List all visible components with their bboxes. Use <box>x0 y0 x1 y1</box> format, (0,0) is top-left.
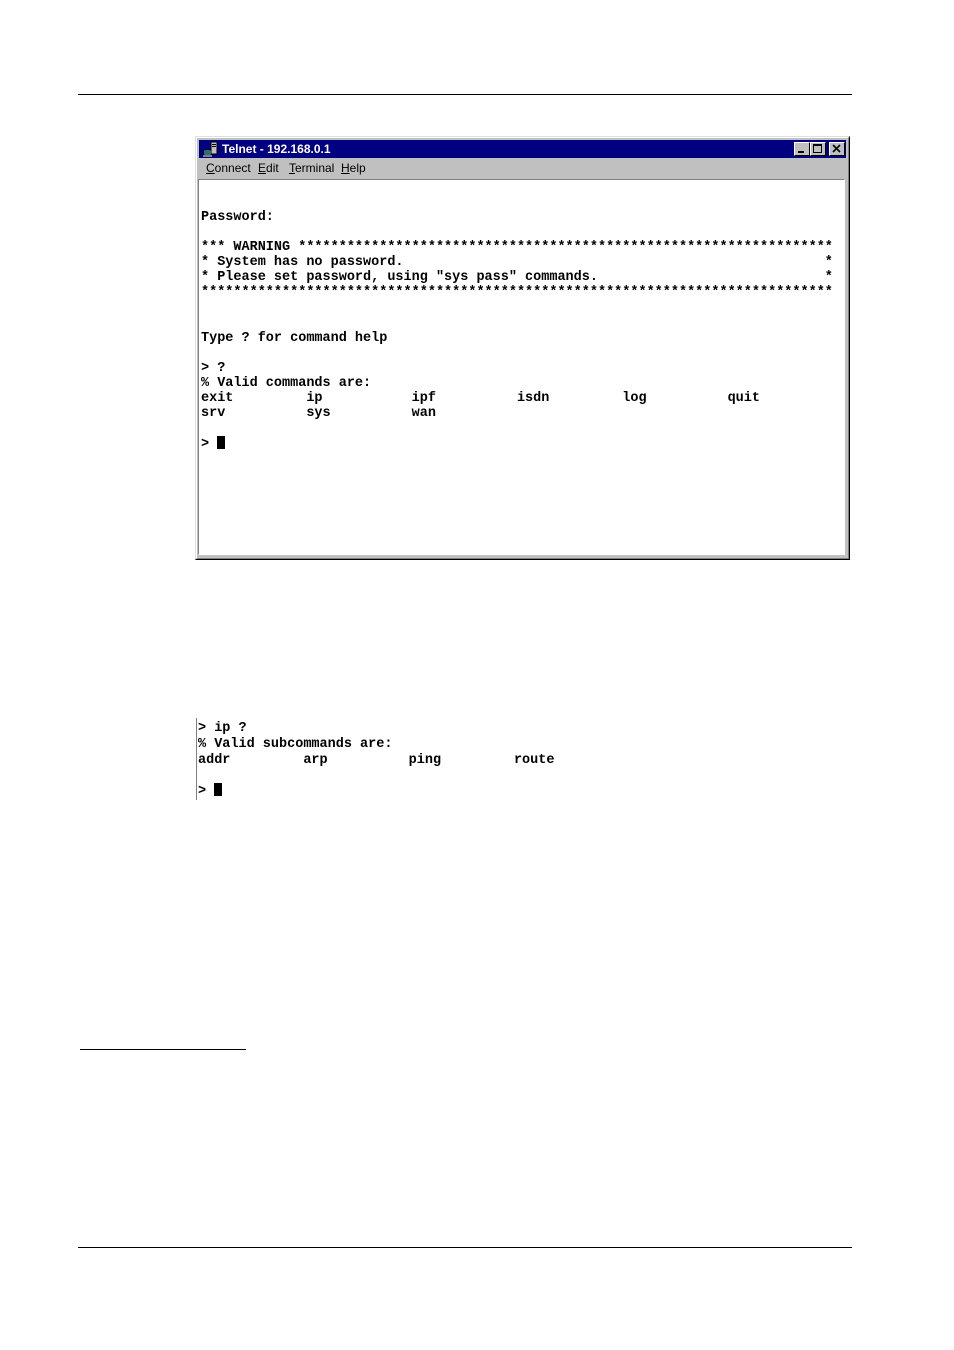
command-line: > ? <box>201 361 226 376</box>
minimize-icon <box>795 143 809 155</box>
telnet-computer-icon[interactable] <box>203 141 219 157</box>
warning-line: * Please set password, using "sys pass" commands. * <box>201 270 833 285</box>
menu-edit[interactable]: Edit <box>258 161 279 175</box>
text-cursor <box>214 783 222 796</box>
commands-header: % Valid commands are: <box>201 376 372 391</box>
snippet-subcommands-row: addr arp ping route <box>198 753 555 768</box>
commands-row: exit ip ipf isdn log quit <box>201 391 760 406</box>
footnote-rule <box>80 1049 246 1050</box>
close-icon <box>830 143 844 155</box>
help-hint: Type ? for command help <box>201 331 388 346</box>
menu-terminal[interactable]: Terminal <box>289 161 335 175</box>
menu-connect[interactable]: Connect <box>206 161 251 175</box>
snippet-command-line: > ip ? <box>198 721 247 736</box>
window-title: Telnet - 192.168.0.1 <box>222 142 331 156</box>
snippet-input-prompt: > <box>198 783 222 799</box>
commands-row: srv sys wan <box>201 406 436 421</box>
header-rule <box>78 94 852 95</box>
password-prompt: Password: <box>201 210 274 225</box>
title-bar[interactable] <box>199 140 846 158</box>
minimize-button[interactable] <box>794 142 810 156</box>
text-cursor <box>217 436 225 449</box>
maximize-icon <box>811 143 825 155</box>
warning-line: *** WARNING ****************************************************************** <box>201 240 833 255</box>
input-prompt[interactable]: > <box>201 436 225 452</box>
maximize-button[interactable] <box>810 142 826 156</box>
menu-help[interactable]: Help <box>341 161 366 175</box>
snippet-edge <box>196 718 197 800</box>
warning-line: ****************************************************************************** <box>201 285 833 300</box>
close-button[interactable] <box>829 142 845 156</box>
snippet-header: % Valid subcommands are: <box>198 737 393 752</box>
warning-line: * System has no password. * <box>201 255 833 270</box>
menu-bar <box>199 159 846 178</box>
telnet-window <box>195 136 850 560</box>
terminal-screen[interactable] <box>198 179 845 555</box>
footer-rule <box>78 1247 852 1248</box>
